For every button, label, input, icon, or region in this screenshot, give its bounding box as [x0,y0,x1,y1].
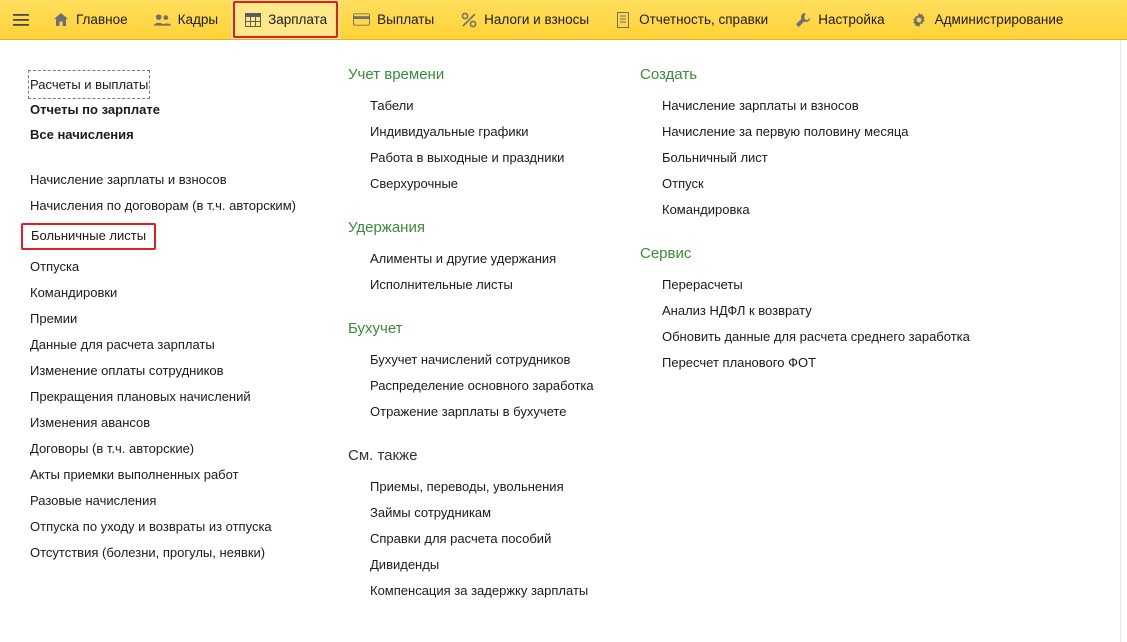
menu-item-label: Зарплата [268,12,328,27]
link-akty-priemki-vypolnennyh-rabot[interactable]: Акты приемки выполненных работ [30,467,239,482]
link-priemy-perevody-uvolneniya[interactable]: Приемы, переводы, увольнения [370,479,564,494]
group-sm-takzhe [348,447,628,604]
link-otrazhenie-zarplaty-v-buhuchete[interactable]: Отражение зарплаты в бухучете [370,404,567,419]
menu-item-kadry[interactable] [141,0,231,39]
link-sozdat-komandirovka[interactable]: Командировка [662,202,750,217]
link-buhuchet-nachisleniy-sotrudnikov[interactable]: Бухучет начислений сотрудников [370,352,571,367]
link-zaymy-sotrudnikam[interactable]: Займы сотрудникам [370,505,492,520]
link-pereschet-planovogo-fot[interactable]: Пересчет планового ФОТ [662,355,817,370]
main-toolbar [0,0,1127,40]
column-sozdat [640,40,1060,398]
link-izmeneniya-avansov[interactable]: Изменения авансов [30,415,151,430]
group-title-uchet-vremeni: Учет времени [348,66,445,83]
link-kompensaciya-za-zaderzhku-zarplaty[interactable]: Компенсация за задержку зарплаты [370,583,589,598]
link-dogovory[interactable]: Договоры (в т.ч. авторские) [30,441,195,456]
link-izmenenie-oplaty-sotrudnikov[interactable]: Изменение оплаты сотрудников [30,363,224,378]
link-rabota-v-vyhodnye-i-prazdniki[interactable]: Работа в выходные и праздники [370,150,565,165]
link-spravki-dlya-rascheta-posobiy[interactable]: Справки для расчета пособий [370,531,552,546]
column-uchet-vremeni [348,40,628,626]
group-title-buhuchet: Бухучет [348,320,403,337]
group-title-servis: Сервис [640,245,692,262]
menu-item-label: Кадры [177,12,219,27]
link-sozdat-bolnichnyy-list[interactable]: Больничный лист [662,150,768,165]
link-raspredelenie-osnovnogo-zarabotka[interactable]: Распределение основного заработка [370,378,594,393]
column-raschety-i-vyplaty [30,40,330,566]
panel-divider [1120,40,1121,642]
wrench-icon [794,11,811,28]
link-sozdat-nachislenie-za-pervuyu-polovinu-mesyaca[interactable]: Начисление за первую половину месяца [662,124,909,139]
link-otpuska-po-uhodu[interactable]: Отпуска по уходу и возвраты из отпуска [30,519,272,534]
menu-item-administrirovanie[interactable] [898,0,1077,39]
group-uchet-vremeni [348,66,628,197]
group-sozdat [640,66,1060,223]
link-obnovit-dannye-dlya-rascheta-srednego-zarabotka[interactable]: Обновить данные для расчета среднего заработка [662,329,970,344]
link-otpuska[interactable]: Отпуска [30,259,80,274]
link-ispolnitelnye-listy[interactable]: Исполнительные листы [370,277,513,292]
people-icon [154,11,171,28]
link-analiz-ndfl-k-vozvratu[interactable]: Анализ НДФЛ к возврату [662,303,812,318]
link-sverhurochnye[interactable]: Сверхурочные [370,176,459,191]
link-individualnye-grafiki[interactable]: Индивидуальные графики [370,124,529,139]
link-prekrashcheniya-planovyh-nachisleniy[interactable]: Прекращения плановых начислений [30,389,251,404]
link-nachisleniya-po-dogovoram[interactable]: Начисления по договорам (в т.ч. авторским) [30,198,296,213]
group-title-sm-takzhe: См. также [348,447,418,464]
menu-item-nastroyka[interactable] [781,0,897,39]
group-servis [640,245,1060,376]
menu-item-zarplata[interactable] [231,0,340,39]
group-uderzhaniya [348,219,628,298]
hamburger-icon [12,11,29,28]
link-dividendy[interactable]: Дивиденды [370,557,440,572]
link-otchety-po-zarplate[interactable]: Отчеты по зарплате [30,102,160,117]
group-title-sozdat: Создать [640,66,698,83]
link-raschety-i-vyplaty[interactable]: Расчеты и выплаты [30,72,148,97]
column1-links [30,167,330,566]
menu-item-glavnoe[interactable] [39,0,141,39]
link-otsutstviya[interactable]: Отсутствия (болезни, прогулы, неявки) [30,545,266,560]
home-icon [52,11,69,28]
link-sozdat-nachislenie-zarplaty-i-vznosov[interactable]: Начисление зарплаты и взносов [662,98,859,113]
menu-item-nalogi[interactable] [447,0,602,39]
link-nachislenie-zarplaty-i-vznosov[interactable]: Начисление зарплаты и взносов [30,172,227,187]
link-premii[interactable]: Премии [30,311,78,326]
link-razovye-nachisleniya[interactable]: Разовые начисления [30,493,157,508]
menu-item-label: Администрирование [934,12,1064,27]
card-icon [353,11,370,28]
gear-icon [911,11,928,28]
table-icon [244,11,261,28]
group-title-uderzhaniya: Удержания [348,219,425,236]
menu-item-vyplaty[interactable] [340,0,447,39]
column1-header-links [30,72,330,147]
link-sozdat-otpusk[interactable]: Отпуск [662,176,704,191]
menu-item-otchetnost[interactable] [602,0,781,39]
link-tabeli[interactable]: Табели [370,98,414,113]
link-dannye-dlya-rascheta-zarplaty[interactable]: Данные для расчета зарплаты [30,337,215,352]
group-buhuchet [348,320,628,425]
link-komandirovki[interactable]: Командировки [30,285,118,300]
menu-item-label: Главное [76,12,128,27]
percent-icon [460,11,477,28]
menu-item-label: Отчетность, справки [639,12,769,27]
document-icon [615,11,632,28]
link-pereraschety[interactable]: Перерасчеты [662,277,743,292]
link-vse-nachisleniya[interactable]: Все начисления [30,127,134,142]
menu-item-label: Выплаты [377,12,435,27]
menu-item-label: Налоги и взносы [484,12,590,27]
link-alimenty-i-drugie-uderzhaniya[interactable]: Алименты и другие удержания [370,251,557,266]
menu-item-label: Настройка [818,12,885,27]
navigation-panel [0,40,1127,642]
link-bolnichnye-listy[interactable]: Больничные листы [21,223,156,250]
main-menu-button[interactable] [0,0,39,39]
